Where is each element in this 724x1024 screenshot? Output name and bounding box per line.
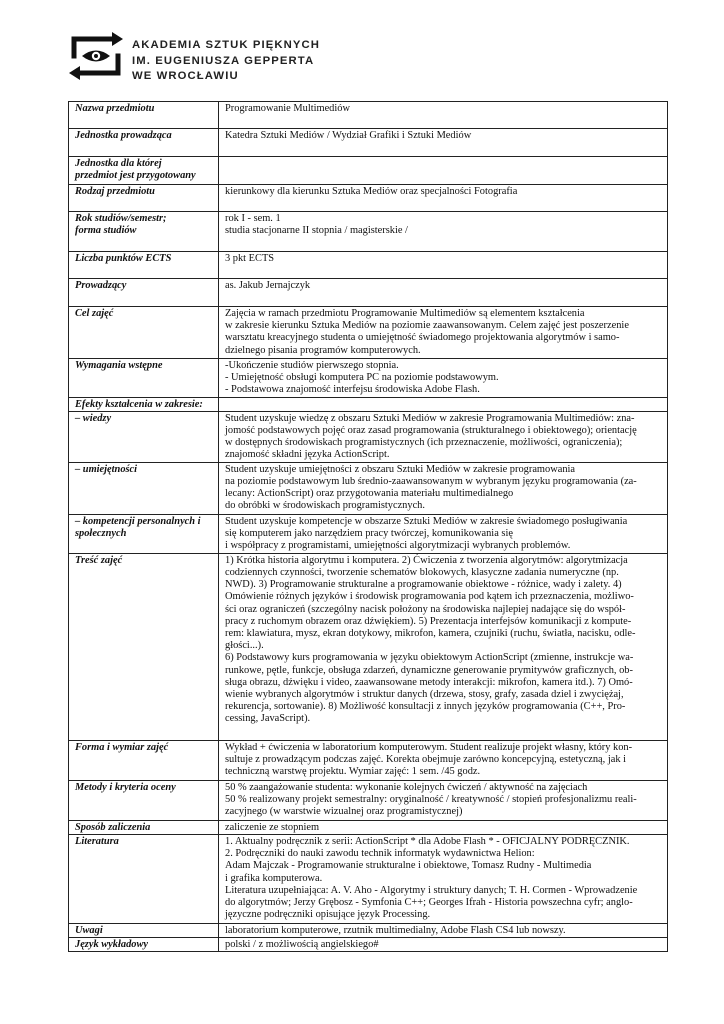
field-label-line: Efekty kształcenia w zakresie: [75,398,203,410]
field-label [69,514,219,553]
field-label-line: Rodzaj przedmiotu [75,186,155,197]
field-value-line: polski / z możliwością angielskiego# [225,939,379,951]
table-row [69,129,668,157]
field-value [219,252,668,279]
table-row [69,185,668,212]
field-value [219,740,668,780]
field-value-line: do algorytmów; Jerzy Grębosz - Symfonia C++; Georges Ifrah - Historia powszechna cyfr; anglo- [225,897,633,909]
page-header [68,30,388,82]
field-value [219,820,668,834]
field-label [69,307,219,359]
field-label [69,835,219,924]
field-value-line: NWD). 3) Programowanie strukturalne a programowanie obiektowe - różnice, wady i zalety. 4) [225,579,622,591]
table-row [69,307,668,359]
field-value-line: cessing, JavaScript). [225,713,311,725]
field-label [69,924,219,938]
field-label-line: Liczba punktów ECTS [75,253,172,264]
field-label-line: Forma i wymiar zajęć [75,741,169,753]
field-value-line: i współpracy z programistami, umiejętności algorytmizacji wybranych problemów. [225,540,571,552]
field-value-line: studia stacjonarne II stopnia / magisterskie / [225,225,408,237]
field-value [219,185,668,212]
field-label [69,462,219,514]
table-row [69,740,668,780]
table-row [69,397,668,411]
eye-arrows-logo-icon [68,30,124,82]
field-value [219,924,668,938]
field-label [69,553,219,740]
field-value-line: Katedra Sztuki Mediów / Wydział Grafiki i Sztuki Mediów [225,130,472,141]
field-value-line: - Podstawowa znajomość interfejsu środowiska Adobe Flash. [225,384,480,396]
field-value-line: zacyjnego (w warstwie wizualnej oraz programistycznej) [225,806,463,818]
field-label [69,212,219,252]
table-row [69,835,668,924]
field-value-line: Student uzyskuje umiejętności z obszaru Sztuki Mediów w zakresie programowania [225,463,576,475]
field-value [219,411,668,462]
institution-name-line: IM. EUGENIUSZA GEPPERTA [132,54,315,67]
table-row [69,279,668,307]
field-value [219,835,668,924]
field-label-line: – umiejętności [75,463,138,475]
field-value-line: techniczną warstwę projektu. Wymiar zajęć: 1 sem. /45 godz. [225,766,481,778]
field-value-line: zaliczenie ze stopniem [225,821,320,833]
field-value-line: 50 % realizowany projekt semestralny: oryginalność / kreatywność / stopień profesjonalizmu reali- [225,794,637,806]
field-value-line: codziennych czynności, tworzenie schematów blokowych, klasyczne zadania numeryczne (np. [225,567,619,579]
field-value-line: dzielnego pisania programów komputerowych. [225,344,421,356]
field-value-line: lecany: ActionScript) oraz przygotowania materiału multimedialnego [225,488,514,500]
field-value [219,938,668,952]
field-label-line: Treść zajęć [75,554,123,566]
field-value-line: pracy z ruchomym obrazem oraz dźwiękiem). 5) Prezentacja interfejsów komunikacji z kompute- [225,615,632,627]
table-row [69,924,668,938]
field-label-line: Jednostka dla której [75,158,162,169]
field-label [69,397,219,411]
course-syllabus-table [68,101,668,952]
field-value-line: Adam Majczak - Programowanie strukturalne i obiektowe, Tomasz Rudny - Multimedia [225,860,592,872]
table-row [69,252,668,279]
field-value-line: do obróbki w środowiskach programistycznych. [225,500,425,512]
institution-name [132,38,320,85]
field-value [219,102,668,129]
field-value-line: sługa obrazu, dźwięku i video, zaawansowane metody interakcji: mikrofon, kamera itd.). 7) Omó- [225,676,633,688]
field-value-line: kierunkowy dla kierunku Sztuka Mediów oraz specjalności Fotografia [225,186,518,197]
field-label [69,411,219,462]
field-value [219,553,668,740]
field-value-line: jomość podstawowych pojęć oraz zasad programowania (strukturalnego i obiektowego); orientację [225,425,637,437]
field-label-line: Literatura [75,836,119,848]
field-value-line: rekurencja, sortowanie). 8) Możliwość konsultacji z innych języków programowania (C++, Pro- [225,701,626,713]
table-row [69,462,668,514]
field-label [69,129,219,157]
field-value [219,780,668,820]
field-value-line: - Umiejętność obsługi komputera PC na poziomie podstawowym. [225,372,499,384]
field-label-line: Rok studiów/semestr; [75,213,167,224]
field-label-line: Nazwa przedmiotu [75,103,155,114]
table-row [69,514,668,553]
field-value-line: 50 % zaangażowanie studenta: wykonanie kolejnych ćwiczeń / aktywność na zajęciach [225,781,588,793]
field-value-line: -Ukończenie studiów pierwszego stopnia. [225,360,399,371]
field-label-line: Prowadzący [75,280,127,291]
field-label-line: Jednostka prowadząca [75,130,172,141]
field-value [219,359,668,398]
table-row [69,938,668,952]
field-value-line: Omówienie różnych języków i środowisk programowania pod kątem ich przeznaczenia, możliwo- [225,591,634,603]
field-label [69,740,219,780]
field-label-line: Uwagi [75,925,103,937]
field-label [69,185,219,212]
field-label [69,279,219,307]
table-row [69,553,668,740]
institution-name-line: WE WROCŁAWIU [132,70,239,82]
field-value-line: wienie wybranych algorytmów i struktur danych (drzewa, stosy, grafy, zasada dziel i zwyciężaj, [225,689,624,701]
field-label-line: Cel zajęć [75,308,114,319]
field-value [219,307,668,359]
field-label [69,102,219,129]
field-value [219,157,668,185]
field-value-line: w dostępnych środowiskach programistycznych (ich przeznaczenie, możliwości, ograniczenia); [225,437,623,449]
field-value-line: 3 pkt ECTS [225,253,275,264]
field-label-line: Metody i kryteria oceny [75,781,176,793]
field-value-line: rem: klawiatura, mysz, ekran dotykowy, mikrofon, kamera, czujniki (ruchu, światła, nacisku, odle- [225,628,636,640]
field-label-line: – wiedzy [75,412,112,424]
table-row [69,157,668,185]
field-value-line: ści oraz ograniczeń (szczególny nacisk położony na środowiska najlepiej nadające się do współ- [225,603,626,615]
field-label-line: Język wykładowy [75,939,149,951]
field-label-line: społecznych [75,528,127,540]
field-value-line: Programowanie Multimediów [225,103,350,114]
field-label [69,938,219,952]
field-value-line: Student uzyskuje kompetencje w obszarze Sztuki Mediów w zakresie świadomego posługiwania [225,515,628,527]
field-value [219,462,668,514]
table-row [69,820,668,834]
field-value-line: głości...). [225,640,264,652]
field-value-line: w zakresie kierunku Sztuka Mediów na poziomie zaawansowanym. Celem zajęć jest poszerzenie [225,320,629,332]
field-label-line: Sposób zaliczenia [75,821,151,833]
field-value [219,514,668,553]
field-label [69,252,219,279]
field-value-line: Zajęcia w ramach przedmiotu Programowanie Multimediów są elementem kształcenia [225,308,585,319]
field-label [69,820,219,834]
table-row [69,212,668,252]
field-label-line: – kompetencji personalnych i [75,515,201,527]
field-value-line: sultuje z prowadzącym podczas zajęć. Korekta obejmuje zarówno koncepcyjną, estetyczną, jak i [225,754,627,766]
field-value-line: się komputerem jako narzędziem pracy twórczej, komunikowania się [225,528,513,540]
field-value-line: Literatura uzupełniająca: A. V. Aho - Algorytmy i struktury danych; T. H. Cormen - Wprowadzenie [225,884,638,896]
field-value [219,212,668,252]
field-label-line: przedmiot jest przygotowany [75,170,196,182]
field-value-line: warsztatu kreacyjnego studenta o umiejętność świadomego projektowania algorytmów i samo- [225,332,620,344]
field-label [69,359,219,398]
field-label [69,157,219,185]
table-row [69,359,668,398]
field-value-line: języczne podręczniki opisujące język Processing. [225,909,431,921]
field-value-line: 6) Podstawowy kurs programowania w języku obiektowym ActionScript (zmienne, instrukcje wa- [225,652,634,664]
field-value-line: 1) Krótka historia algorytmu i komputera. 2) Ćwiczenia z tworzenia algorytmów: algorytmizacja [225,554,628,566]
field-value-line: Wykład + ćwiczenia w laboratorium komputerowym. Student realizuje projekt własny, który kon- [225,741,633,753]
field-value-line: as. Jakub Jernajczyk [225,280,311,291]
institution-name-line: AKADEMIA SZTUK PIĘKNYCH [132,39,321,51]
field-value [219,129,668,157]
field-value [219,397,668,411]
field-value-line: na poziomie podstawowym lub średnio-zaawansowanym w wybranym języku programowania (za- [225,476,637,488]
field-value-line: runkowe, pętle, funkcje, obsługa zdarzeń, dynamiczne generowanie prymitywów graficznych, ob- [225,664,633,676]
field-value-line: i grafika komputerowa. [225,872,323,884]
field-value [219,279,668,307]
table-row [69,780,668,820]
field-label-line: forma studiów [75,225,137,237]
table-row [69,411,668,462]
field-label [69,780,219,820]
field-value-line: laboratorium komputerowe, rzutnik multimedialny, Adobe Flash CS4 lub nowszy. [225,925,566,937]
field-label-line: Wymagania wstępne [75,360,163,371]
field-value-line: rok I - sem. 1 [225,213,281,224]
field-value-line: 1. Aktualny podręcznik z serii: ActionScript * dla Adobe Flash * - OFICJALNY PODRĘCZNIK. [225,836,630,848]
table-row [69,102,668,129]
field-value-line: 2. Podręczniki do nauki zawodu technik informatyk wydawnictwa Helion: [225,848,535,860]
field-value-line: znajomość składni języka ActionScript. [225,449,390,461]
field-value-line: Student uzyskuje wiedzę z obszaru Sztuki Mediów w zakresie Programowania Multimediów: zna- [225,412,635,424]
